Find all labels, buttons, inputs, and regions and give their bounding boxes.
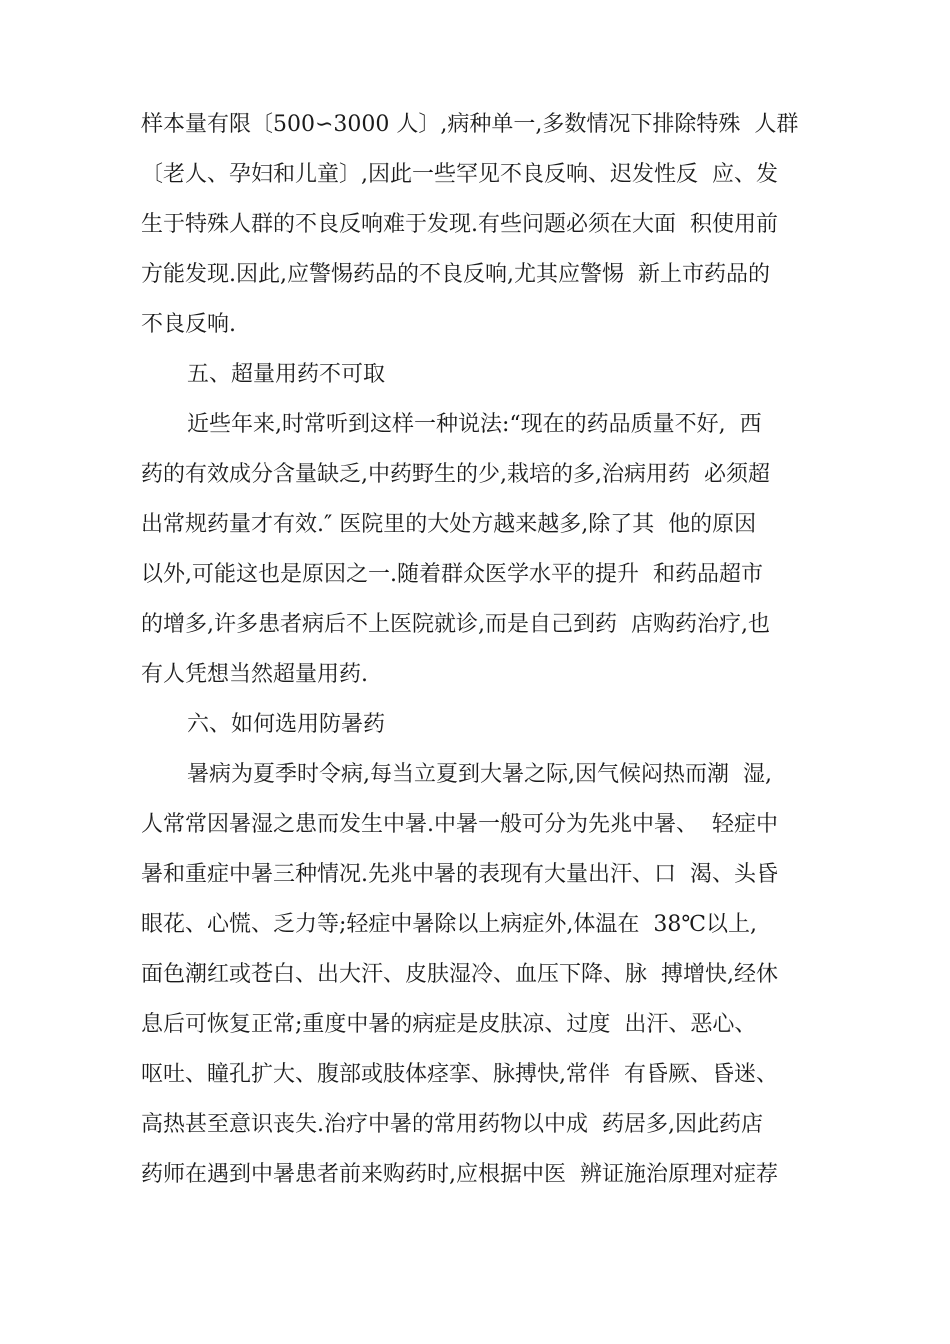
text-line: 以外,可能这也是原因之一.随着群众医学水平的提升 和药品超市: [141, 562, 763, 587]
text-line: 呕吐、瞳孔扩大、腹部或肢体痉挛、脉搏快,常伴 有昏厥、昏迷、: [141, 1062, 778, 1087]
text-line: 高热甚至意识丧失.治疗中暑的常用药物以中成 药居多,因此药店: [141, 1112, 763, 1137]
section-heading: 五、超量用药不可取: [187, 362, 386, 387]
text-line: 生于特殊人群的不良反响难于发现.有些问题必须在大面 积使用前: [141, 212, 778, 237]
text-line: 息后可恢复正常;重度中暑的病症是皮肤凉、过度 出汗、恶心、: [141, 1012, 757, 1037]
text-line: 不良反响.: [141, 312, 236, 337]
text-line: 方能发现.因此,应警惕药品的不良反响,尤其应警惕 新上市药品的: [141, 262, 770, 287]
paragraph-start-line: 暑病为夏季时令病,每当立夏到大暑之际,因气候闷热而潮 湿,: [187, 762, 772, 787]
text-line: 面色潮红或苍白、出大汗、皮肤湿冷、血压下降、脉 搏增快,经休: [141, 962, 778, 987]
text-line: 暑和重症中暑三种情况.先兆中暑的表现有大量出汗、口 渴、头昏: [141, 862, 778, 887]
text-line: 有人凭想当然超量用药.: [141, 662, 368, 687]
body-text: [141, 100, 831, 1200]
text-line: 样本量有限〔500∽3000 人〕,病种单一,多数情况下排除特殊 人群: [141, 112, 799, 137]
text-line: 药的有效成分含量缺乏,中药野生的少,栽培的多,治病用药 必须超: [141, 462, 770, 487]
section-heading: 六、如何选用防暑药: [187, 712, 386, 737]
text-line: 的增多,许多患者病后不上医院就诊,而是自己到药 店购药治疗,也: [141, 612, 770, 637]
text-line: 出常规药量才有效.″ 医院里的大处方越来越多,除了其 他的原因: [141, 512, 757, 537]
paragraph-start-line: 近些年来,时常听到这样一种说法:“现在的药品质量不好, 西: [187, 412, 762, 437]
text-line: 人常常因暑湿之患而发生中暑.中暑一般可分为先兆中暑、 轻症中: [141, 812, 778, 837]
text-line: 〔老人、孕妇和儿童〕,因此一些罕见不良反响、迟发性反 应、发: [141, 162, 778, 187]
text-line: 眼花、心慌、乏力等;轻症中暑除以上病症外,体温在 38℃以上,: [141, 912, 757, 937]
text-line: 药师在遇到中暑患者前来购药时,应根据中医 辨证施治原理对症荐: [141, 1162, 778, 1187]
